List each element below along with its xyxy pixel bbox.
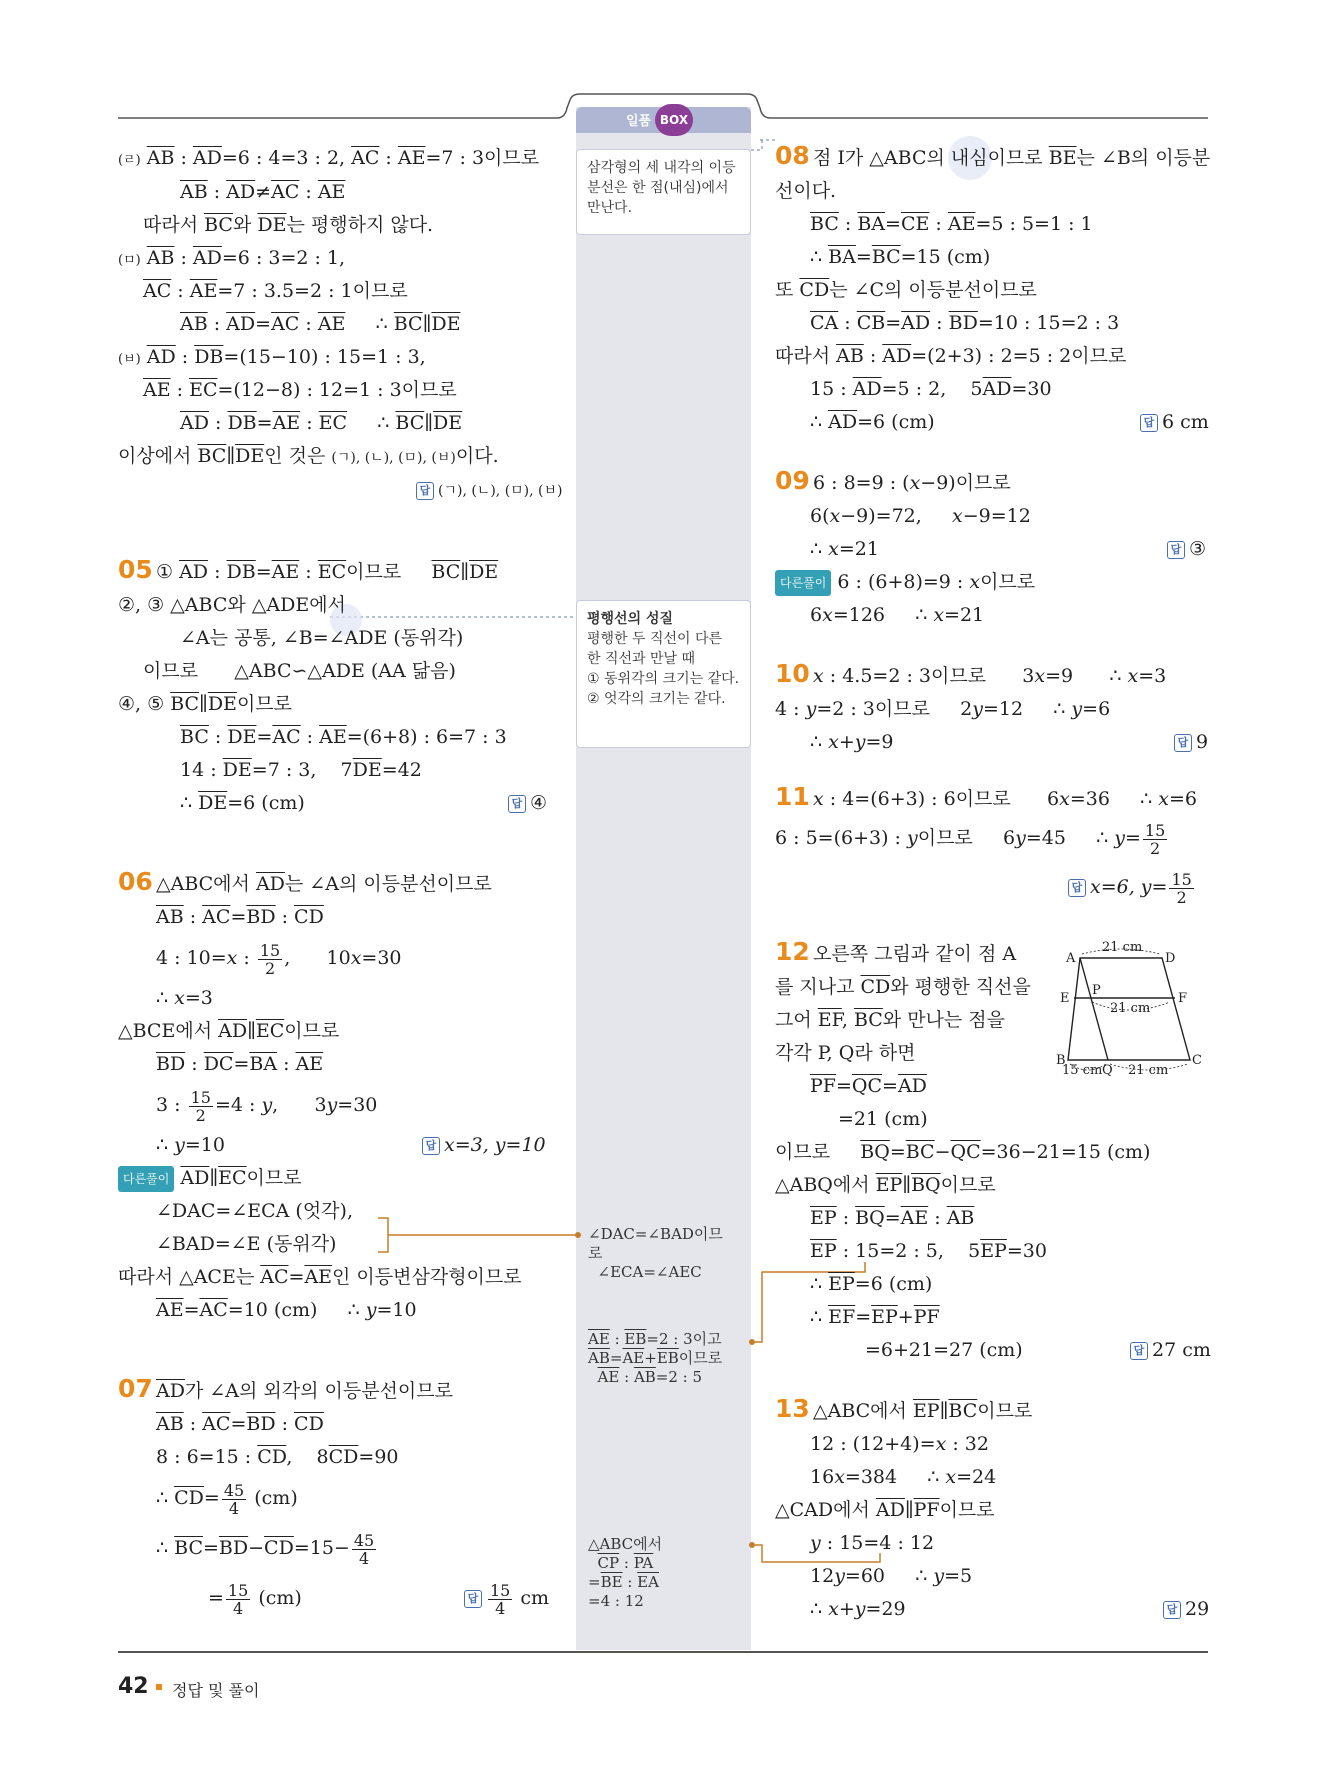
footer-bullet <box>156 1684 162 1690</box>
line: 4 : 10=x : $\frac{15}{2}$ , 10x=30 <box>156 940 402 978</box>
line: 4 : y=2 : 3이므로 2y=12 ∴ y=6 <box>775 698 1111 720</box>
side-text-2: $\overline{AE}$ : $\overline{EB}=2$ : 3이고 $\overline{AB}=\overline{AE}+\overline{EB}$이므로 $\overline{AE}$ : $\overline{AB}=2$ : 5 <box>588 1330 723 1386</box>
footer-rule <box>118 1651 1208 1653</box>
line: ∠BAD=∠E (동위각) <box>156 1233 337 1255</box>
problem-number: 10 <box>775 659 810 688</box>
fig-pt-Q: Q <box>1102 1063 1113 1078</box>
fig-pt-P: P <box>1092 983 1101 998</box>
trapezoid-figure <box>1050 938 1210 1078</box>
answer-05: 답 ④ <box>508 791 547 815</box>
line: ∴ $\overline{BA}=\overline{BC}=15$ (cm) <box>810 246 991 268</box>
fig-label-bl: 15 cm <box>1062 1063 1103 1078</box>
line: 따라서 $\overline{AB}$ : $\overline{AD}=(2+3)$ : 2=5 : 2이므로 <box>775 345 1127 367</box>
answer-11: 답 x=6, y= $\frac{15}{2}$ <box>1068 867 1196 907</box>
problem-number: 09 <box>775 466 810 495</box>
line: $\overline{AD}$가 ∠A의 외각의 이등분선이므로 <box>156 1380 453 1402</box>
answer-06: 답 x=3, y=10 <box>422 1133 546 1157</box>
answer-09: 답 ③ <box>1167 537 1206 561</box>
line: y : 15=4 : 12 <box>810 1532 935 1554</box>
problem-number: 05 <box>118 555 153 584</box>
line: 따라서 △ACE는 $\overline{AC}=\overline{AE}$인 이등변삼각형이므로 <box>118 1266 522 1288</box>
line: 이므로 △ABC∽△ADE (AA 닮음) <box>143 660 456 682</box>
fig-pt-D: D <box>1165 951 1176 966</box>
line: (ㅂ) $\overline{AD}$ : $\overline{DB}=(15-10)$ : 15=1 : 3, <box>118 346 426 368</box>
fig-label-top: 21 cm <box>1102 940 1143 955</box>
line: 이므로 $\overline{BQ}=\overline{BC}-\overline{QC}=36-21=15$ (cm) <box>775 1141 1151 1163</box>
line: ∴ $\overline{CD}=$ $\frac{45}{4}$ (cm) <box>156 1480 298 1518</box>
sidenote-parallel-item1: ① 동위각의 크기는 같다. <box>587 671 740 687</box>
line: ∠A는 공통, ∠B=∠ADE (동위각) <box>180 627 464 649</box>
problem-number: 12 <box>775 937 810 966</box>
line: △ABC에서 $\overline{AD}$는 ∠A의 이등분선이므로 <box>156 873 492 895</box>
sidenote-parallel-body: 평행한 두 직선이 다른 한 직선과 만날 때 <box>587 631 723 667</box>
fig-pt-F: F <box>1178 991 1188 1006</box>
line: 다른풀이 6 : (6+8)=9 : x이므로 <box>775 570 1035 596</box>
fig-label-br: 21 cm <box>1128 1063 1169 1078</box>
sidenote-parallel-title: 평행선의 성질 <box>587 611 674 627</box>
line: $\overline{AE}$ : $\overline{EC}=(12-8)$ : 12=1 : 3이므로 <box>143 379 457 401</box>
line: ∴ x+y=9 <box>810 731 894 753</box>
line: 점 I가 △ABC의 내심이므로 $\overline{BE}$는 ∠B의 이등분 <box>813 147 1211 169</box>
line: (ㄹ) $\overline{AB}$ : $\overline{AD}=6$ : 4=3 : 2, $\overline{AC}$ : $\overline{AE}=7$ : 3이므로 <box>118 147 540 169</box>
line: $\overline{BC}$ : $\overline{DE}=\overline{AC}$ : $\overline{AE}=(6+8)$ : 6=7 : 3 <box>180 726 507 748</box>
line: ∴ $\overline{EF}=\overline{EP}+\overline{PF}$ <box>810 1306 940 1328</box>
line: ②, ③ △ABC와 △ADE에서 <box>118 594 346 616</box>
problem-number: 06 <box>118 867 153 896</box>
line: ∴ $\overline{EP}=6$ (cm) <box>810 1273 933 1295</box>
line: 오른쪽 그림과 같이 점 A <box>813 943 1017 965</box>
line: $\overline{CA}$ : $\overline{CB}=\overline{AD}$ : $\overline{BD}=10$ : 15=2 : 3 <box>810 312 1120 334</box>
line: ∴ x=21 <box>810 538 879 560</box>
line: ① $\overline{AD}$ : $\overline{DB}=\overline{AE}$ : $\overline{EC}$이므로 $\overline{BC}\parallel\overline{DE}$ <box>156 561 499 583</box>
problem-number: 08 <box>775 141 810 170</box>
answer-10: 답 9 <box>1174 730 1208 754</box>
line: ∴ y=10 <box>156 1134 225 1156</box>
problem-number: 13 <box>775 1394 810 1423</box>
line: 각각 P, Q라 하면 <box>775 1042 916 1064</box>
line: ∠DAC=∠ECA (엇각), <box>156 1200 353 1222</box>
line: △CAD에서 $\overline{AD}\parallel\overline{PF}$이므로 <box>775 1499 995 1521</box>
line: ∴ $\overline{AD}=6$ (cm) <box>810 411 935 433</box>
line: 15 : $\overline{AD}=5$ : 2, $5\overline{AD}=30$ <box>810 378 1052 400</box>
line: ④, ⑤ $\overline{BC}\parallel\overline{DE}$이므로 <box>118 693 292 715</box>
line: $\overline{PF}=\overline{QC}=\overline{AD}$ <box>810 1075 927 1097</box>
line: $\overline{AB}$ : $\overline{AD}=\overline{AC}$ : $\overline{AE}$ ∴ $\overline{BC}\parallel\overline{DE}$ <box>180 313 461 335</box>
problem-number: 07 <box>118 1374 153 1403</box>
line: 3 : $\frac{15}{2}$ =4 : y, 3y=30 <box>156 1087 378 1125</box>
line: 6 : 8=9 : (x−9)이므로 <box>813 472 1011 494</box>
line: △ABC에서 $\overline{EP}\parallel\overline{BC}$이므로 <box>813 1400 1033 1422</box>
box-badge: BOX <box>655 104 693 136</box>
line: 16x=384 ∴ x=24 <box>810 1466 997 1488</box>
line: 12 : (12+4)=x : 32 <box>810 1433 989 1455</box>
line: 8 : 6=15 : $\overline{CD}$, $8\overline{CD}=90$ <box>156 1446 399 1468</box>
answer-12: 답 27 cm <box>1130 1338 1211 1362</box>
line: 이상에서 $\overline{BC}\parallel\overline{DE}$인 것은 (ㄱ), (ㄴ), (ㅁ), (ㅂ)이다. <box>118 445 499 467</box>
line: 6 : 5=(6+3) : y이므로 6y=45 ∴ y= $\frac{15}{2}$ <box>775 820 1166 858</box>
answer-04: 답 (ㄱ), (ㄴ), (ㅁ), (ㅂ) <box>416 479 563 503</box>
line: 6x=126 ∴ x=21 <box>810 604 985 626</box>
line: = $\frac{15}{4}$ (cm) <box>208 1580 302 1618</box>
line: △BCE에서 $\overline{AD}\parallel\overline{EC}$이므로 <box>118 1020 340 1042</box>
line: 다른풀이 $\overline{AD}\parallel\overline{EC}$이므로 <box>118 1166 302 1192</box>
line: =6+21=27 (cm) <box>865 1339 1023 1361</box>
answer-07: 답 $\frac{15}{4}$ cm <box>464 1578 549 1618</box>
side-text-1: ∠DAC=∠BAD이므 로 ∠ECA=∠AEC <box>588 1225 723 1281</box>
line: (ㅁ) $\overline{AB}$ : $\overline{AD}=6$ : 3=2 : 1, <box>118 247 346 269</box>
fig-pt-E: E <box>1060 991 1070 1006</box>
line: $\overline{AE}=\overline{AC}=10$ (cm) ∴ y=10 <box>156 1299 417 1321</box>
fig-label-mid: 21 cm <box>1110 1001 1151 1016</box>
line: ∴ x+y=29 <box>810 1598 906 1620</box>
line: 를 지나고 $\overline{CD}$와 평행한 직선을 <box>775 976 1031 998</box>
line: 12y=60 ∴ y=5 <box>810 1565 973 1587</box>
line: x : 4.5=2 : 3이므로 3x=9 ∴ x=3 <box>813 665 1167 687</box>
line: △ABQ에서 $\overline{EP}\parallel\overline{BQ}$이므로 <box>775 1174 996 1196</box>
line: 선이다. <box>775 180 837 202</box>
answer-08: 답 6 cm <box>1140 410 1209 434</box>
page-number: 42 <box>118 1674 149 1699</box>
line: 6(x−9)=72, x−9=12 <box>810 505 1031 527</box>
problem-number: 11 <box>775 782 810 811</box>
box-header-label: 일품 <box>626 114 652 129</box>
footer-title: 정답 및 풀이 <box>172 1681 260 1700</box>
line: =21 (cm) <box>838 1108 928 1130</box>
line: ∴ $\overline{DE}=6$ (cm) <box>180 792 305 814</box>
line: ∴ x=3 <box>156 987 213 1009</box>
line: 따라서 $\overline{BC}$와 $\overline{DE}$는 평행하지 않다. <box>143 214 434 236</box>
line: $\overline{AB}$ : $\overline{AC}=\overline{BD}$ : $\overline{CD}$ <box>156 906 324 928</box>
side-text-3: △ABC에서 $\overline{CP}$ : $\overline{PA}$ $=\overline{BE}$ : $\overline{EA}$ =4 : 12 <box>588 1535 663 1610</box>
line: ∴ $\overline{BC}=\overline{BD}-\overline{CD}=15-$ $\frac{45}{4}$ <box>156 1530 375 1568</box>
line: 그어 $\overline{EF}$, $\overline{BC}$와 만나는 점을 <box>775 1009 1006 1031</box>
answer-13: 답 29 <box>1163 1597 1209 1621</box>
line: x : 4=(6+3) : 6이므로 6x=36 ∴ x=6 <box>813 788 1197 810</box>
sidenote-incenter: 삼각형의 세 내각의 이등분선은 한 점(내심)에서 만난다. <box>576 149 751 235</box>
fig-pt-C: C <box>1192 1053 1202 1068</box>
line: $\overline{BD}$ : $\overline{DC}=\overline{BA}$ : $\overline{AE}$ <box>156 1053 324 1075</box>
line: $\overline{AD}$ : $\overline{DB}=\overline{AE}$ : $\overline{EC}$ ∴ $\overline{BC}\parallel\overline{DE}$ <box>180 412 463 434</box>
line: 14 : $\overline{DE}=7$ : 3, $7\overline{DE}=42$ <box>180 759 422 781</box>
line: $\overline{EP}$ : 15=2 : 5, $5\overline{EP}=30$ <box>810 1240 1047 1262</box>
line: $\overline{AC}$ : $\overline{AE}=7$ : 3.5=2 : 1이므로 <box>143 280 408 302</box>
fig-pt-B: B <box>1056 1053 1066 1068</box>
sidenote-parallel-item2: ② 엇각의 크기는 같다. <box>587 691 726 707</box>
fig-pt-A: A <box>1066 951 1076 966</box>
line: $\overline{AB}$ : $\overline{AC}=\overline{BD}$ : $\overline{CD}$ <box>156 1413 324 1435</box>
line: $\overline{BC}$ : $\overline{BA}=\overline{CE}$ : $\overline{AE}=5$ : 5=1 : 1 <box>810 213 1093 235</box>
line: 또 $\overline{CD}$는 ∠C의 이등분선이므로 <box>775 279 1037 301</box>
line: $\overline{AB}$ : $\overline{AD}\ne\overline{AC}$ : $\overline{AE}$ <box>180 181 346 203</box>
line: $\overline{EP}$ : $\overline{BQ}=\overline{AE}$ : $\overline{AB}$ <box>810 1207 975 1229</box>
